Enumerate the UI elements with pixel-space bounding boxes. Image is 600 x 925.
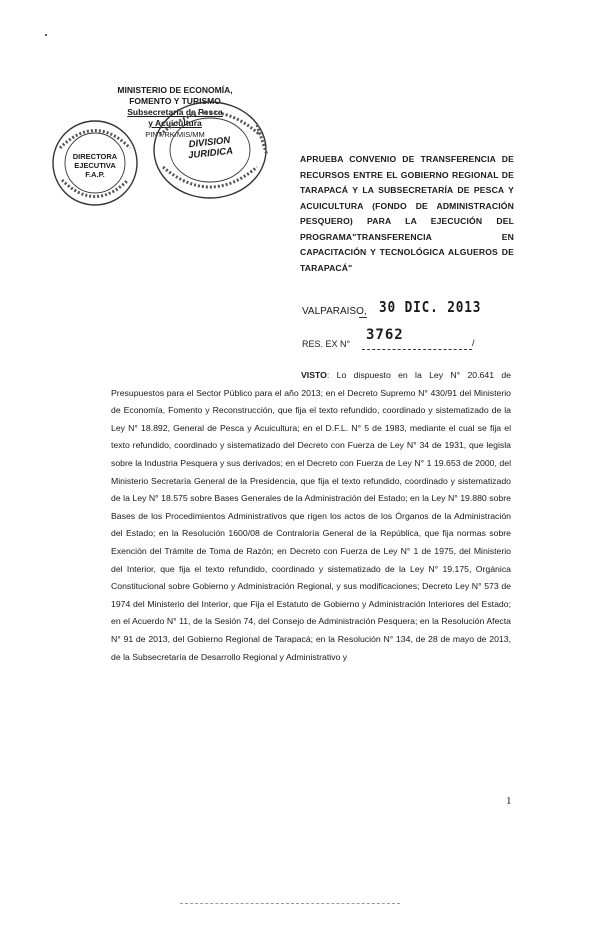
- scan-bottom-marks: [180, 903, 400, 904]
- date-stamp: 30 DIC. 2013: [379, 298, 482, 316]
- page-number: 1: [506, 795, 512, 807]
- visto-label: VISTO: [301, 370, 327, 380]
- seal2-line-1: DIVISION: [188, 134, 231, 151]
- seal-line-1: DIRECTORA: [72, 152, 118, 161]
- seal-line-3: F.A.P.: [85, 170, 105, 179]
- resolution-underline: [362, 349, 472, 350]
- ministry-line-2: FOMENTO Y TURISMO: [129, 96, 221, 106]
- seal2-line-2: JURIDICA: [187, 145, 234, 162]
- directora-seal: [50, 118, 140, 208]
- subsecretaria-line-1: Subsecretaría de Pesca: [127, 107, 223, 117]
- resolution-label: RES. EX N°: [302, 339, 351, 349]
- place-date: [302, 300, 522, 322]
- resolution-suffix: /: [472, 338, 475, 348]
- visto-paragraph: [111, 367, 511, 666]
- subsecretaria-line-2: y Acuicultura: [148, 118, 202, 128]
- resolution-number-stamp: 3762: [366, 327, 404, 343]
- seal-text: [50, 152, 140, 179]
- resolution-title: APRUEBA CONVENIO DE TRANSFERENCIA DE RECURSOS ENTRE EL GOBIERNO REGIONAL DE TARAPACÁ Y LA SUBSECRETARÍA DE PESCA Y ACUICULTURA (FONDO DE ADMINISTRACIÓN PESQUERO) PARA LA EJECUCIÓN DEL PROGRAMA"TRANSFERENCIA EN CAPACITACIÓN Y TECNOLÓGICA ALGUEROS DE TARAPACÁ": [300, 154, 514, 273]
- ministry-line-1: MINISTERIO DE ECONOMÍA,: [117, 85, 233, 95]
- place-underline: [359, 317, 367, 318]
- division-juridica-seal: [145, 95, 275, 205]
- seal-line-2: EJECUTIVA: [74, 161, 116, 170]
- place-label: VALPARAISO,: [302, 306, 367, 317]
- resolution-number: [302, 329, 532, 351]
- reference-code: PINT/RK/MIS/MM: [145, 130, 205, 139]
- scan-speck: [45, 34, 47, 36]
- visto-text: : Lo dispuesto en la Ley N° 20.641 de Presupuestos para el Sector Público para el año 2013; en el Decreto Supremo N° 430/91 del Ministerio de Economía, Fomento y Reconstrucción, que fija el texto refundido, coordinado y sistematizado de la Ley N° 18.892, General de Pesca y Acuicultura; en el D.F.L. N° 5 de 1983, mediante el cual se fija el texto refundido, coordinado y sistematizado del Decreto con Fuerza de Ley N° 34 de 1931, que legisla sobre la Industria Pesquera y sus derivados; en el Decreto con Fuerza de Ley N° 1 19.653 de 2000, del Ministerio Secretaría General de la Presidencia, que fija el texto refundido, coordinado y sistematizado de la Ley N° 18.575 sobre Bases Generales de la Administración del Estado; en la Ley N° 19.880 sobre Bases de los Procedimientos Administrativos que rigen los actos de los Órganos de la Administración del Estado; en la Resolución 1600/08 de Contraloría General de la República, que fija normas sobre Exención del Trámite de Toma de Razón; en Decreto con Fuerza de Ley N° 1 de 1975, del Ministerio del Interior, que fija el texto refundido, coordinado y sistematizado de la Ley N° 19.175, Orgánica Constitucional sobre Gobierno y Administración Regional, y sus modificaciones; Decreto Ley N° 573 de 1974 del Ministerio del Interior, que Fija el Estatuto de Gobierno y Administración Interiores del Estado; en el Acuerdo N° 11, de la Sesión 74, del Consejo de Administración Pesquera; en la Resolución Afecta N° 91 de 2013, del Gobierno Regional de Tarapacá; en la Resolución N° 134, de 28 de mayo de 2013, de la Subsecretaría de Desarrollo Regional y Administrativo y: [111, 370, 511, 662]
